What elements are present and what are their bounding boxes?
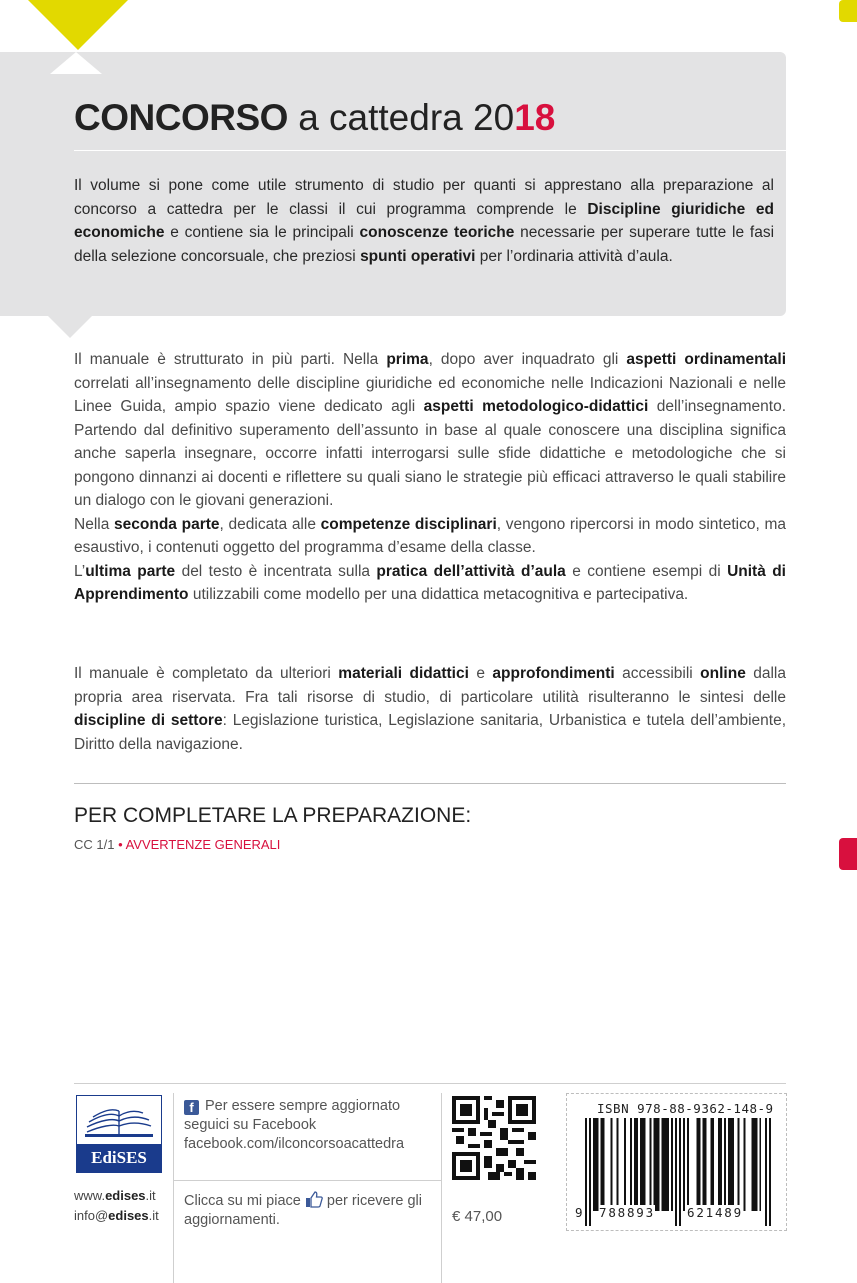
b2-bold-4: discipline di settore [74, 712, 223, 729]
p1-bold-3: aspetti metodologico-didattici [423, 398, 649, 415]
p2-text-1: Nella [74, 515, 115, 533]
preparation-item[interactable] [74, 836, 280, 854]
publisher-logo [76, 1095, 162, 1173]
intro-text-2: e contiene sia le principali [164, 224, 360, 241]
b2-text-4: dalla propria area riservata. Fra tali risorse di studio, di particolare utilità risulteranno le sintesi delle [74, 665, 786, 706]
intro-bold-2: conoscenze teoriche [359, 224, 515, 241]
p1-text-4: dell’insegnamento. Partendo dal definitivo superamento dell’assunto in base al quale conoscere una disciplina significa anche saperla insegnare, occorre infatti interrogarsi sulle sfide didattiche e metodologiche che si pongono dinnanzi ai docenti e riflettere su quali siano le strategie più efficaci attraverso le quali stabilire un dialogo con le giovani generazioni. [74, 398, 787, 509]
facebook-icon: f [184, 1100, 199, 1115]
section-divider [74, 783, 786, 784]
panel-bottom-notch [48, 316, 92, 338]
b2-text-5: : Legislazione turistica, Legislazione sanitaria, Urbanistica e tutela dell’ambiente, Diritto della navigazione. [74, 712, 787, 753]
intro-text-1: Il volume si pone come utile strumento di studio per quanti si apprestano alla preparazione al concorso a cattedra per le classi il cui programma comprende le [74, 177, 774, 218]
intro-text-4: per l’ordinaria attività d’aula. [475, 247, 673, 265]
description-section-2 [74, 662, 786, 756]
description-paragraph-2 [74, 513, 786, 560]
publisher-email[interactable] [74, 1206, 159, 1226]
p2-bold-2: competenze disciplinari [320, 515, 497, 533]
preparation-bullet: • [118, 837, 123, 852]
barcode-first-digit: 9 [575, 1205, 585, 1220]
email-suffix: .it [148, 1208, 159, 1223]
side-tab-yellow [839, 0, 857, 22]
p2-text-3: , vengono ripercorsi in modo sintetico, ma esaustivo, i contenuti oggetto del programma d’esame della classe. [74, 515, 786, 556]
intro-paragraph [74, 174, 774, 268]
facebook-page-url[interactable]: facebook.com/ilconcorsoacattedra [184, 1136, 405, 1152]
p3-bold-1: ultima parte [85, 562, 176, 580]
p2-text-2: , dedicata alle [219, 515, 321, 533]
preparation-heading: PER COMPLETARE LA PREPARAZIONE: [74, 804, 472, 827]
p3-bold-3: Unità di Apprendimento [74, 562, 786, 603]
top-yellow-triangle [28, 0, 128, 50]
email-brand: edises [108, 1208, 149, 1223]
p3-text-2: del testo è incentrata sulla [175, 562, 377, 580]
facebook-line-2: seguici su Facebook [184, 1117, 317, 1133]
title-a-cattedra: a cattedra [298, 97, 463, 138]
thumbs-up-icon [305, 1191, 323, 1208]
b2-bold-3: online [700, 665, 746, 682]
b2-text-1: Il manuale è completato da ulteriori [74, 665, 339, 682]
p1-text-2: , dopo aver inquadrato gli [428, 351, 627, 368]
b2-bold-2: approfondimenti [492, 665, 615, 682]
side-tab-red [839, 838, 857, 870]
panel-top-notch [50, 52, 102, 74]
book-title [74, 96, 555, 140]
facebook-block [184, 1097, 434, 1154]
publisher-contacts [74, 1186, 159, 1226]
preparation-code: CC 1/1 [74, 837, 115, 852]
qr-code-icon [452, 1096, 536, 1180]
like-text-pre: Clicca su mi piace [184, 1193, 301, 1209]
p3-text-3: e contiene esempi di [565, 562, 728, 580]
p1-text-3: correlati all’insegnamento delle discipline giuridiche ed economiche nelle Indicazioni Nazionali e nelle Linee Guida, ampio spazio viene dedicato agli [74, 374, 786, 415]
p3-text-4: utilizzabili come modello per una didattica metacognitiva e partecipativa. [188, 586, 689, 603]
website-suffix: .it [145, 1188, 156, 1203]
b2-text-2: e [468, 665, 493, 682]
intro-bold-1: Discipline giuridiche ed economiche [74, 200, 774, 241]
footer-separator-1 [173, 1093, 174, 1283]
title-concorso: CONCORSO [74, 97, 288, 138]
publisher-logo-text: EdiSES [77, 1144, 161, 1172]
p3-text-1: L’ [74, 562, 86, 580]
email-prefix: info@ [74, 1208, 109, 1223]
title-divider [74, 150, 786, 151]
like-text-post: per ricevere gli aggiornamenti. [184, 1193, 422, 1228]
price: € 47,00 [452, 1208, 503, 1225]
p1-bold-1: prima [386, 351, 429, 368]
title-year-prefix: 20 [473, 97, 515, 138]
like-instructions [184, 1191, 439, 1230]
footer-divider [74, 1083, 786, 1084]
p2-bold-1: seconda parte [114, 515, 220, 533]
barcode-right-digits: 621489 [687, 1205, 743, 1220]
description-section-1 [74, 348, 786, 607]
intro-text-3: necessarie per superare tutte le fasi della selezione concorsuale, che preziosi [74, 224, 775, 265]
title-year-suffix: 18 [514, 97, 556, 138]
website-prefix: www. [74, 1188, 106, 1203]
books-icon [81, 1100, 157, 1140]
publisher-website[interactable] [74, 1186, 159, 1206]
b2-bold-1: materiali didattici [338, 665, 469, 682]
description-paragraph-1 [74, 348, 786, 513]
isbn-label: ISBN 978-88-9362-148-9 [597, 1101, 774, 1116]
barcode-left-digits: 788893 [599, 1205, 655, 1220]
p1-bold-2: aspetti ordinamentali [626, 351, 787, 368]
preparation-label: AVVERTENZE GENERALI [125, 837, 281, 852]
intro-bold-3: spunti operativi [360, 247, 476, 265]
footer-separator-2 [441, 1093, 442, 1283]
p1-text-1: Il manuale è strutturato in più parti. Nella [74, 351, 387, 368]
facebook-line-1: Per essere sempre aggiornato [205, 1098, 401, 1114]
description-paragraph-3 [74, 560, 786, 607]
website-brand: edises [105, 1188, 146, 1203]
footer-separator-3 [173, 1180, 441, 1181]
p3-bold-2: pratica dell’attività d’aula [376, 562, 566, 580]
b2-text-3: accessibili [614, 665, 701, 682]
